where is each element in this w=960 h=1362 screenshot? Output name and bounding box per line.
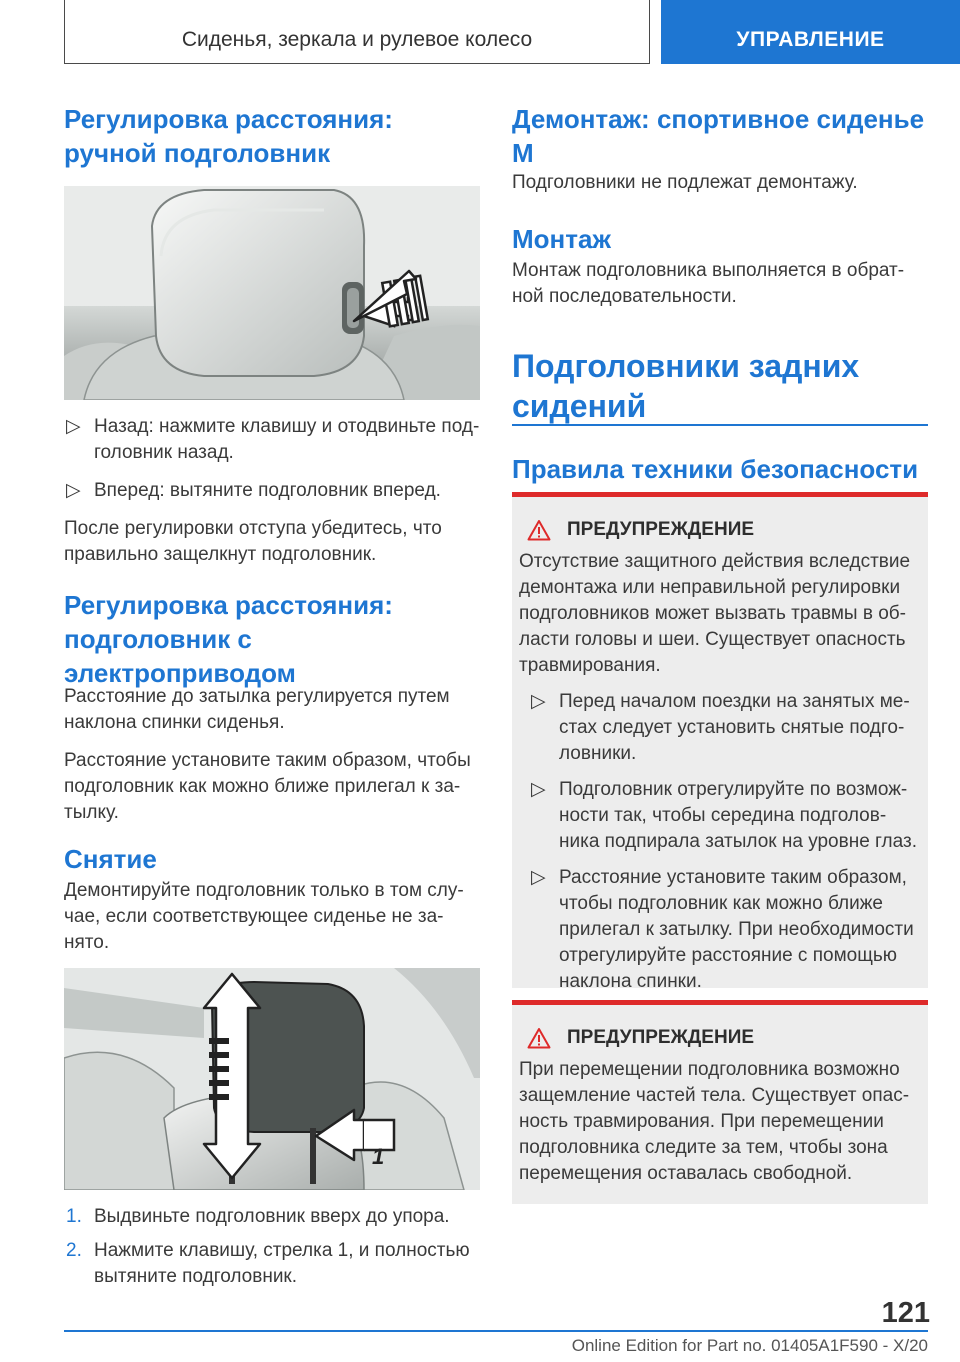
warning-box [512, 1000, 928, 1204]
bullet-text: Назад: нажмите клавишу и отодвиньте подголовник назад. [94, 416, 480, 463]
page-number: 121 [881, 1297, 930, 1329]
warning-text: При перемещении подголовника возможно защемление частей тела. Существует опасность травмирования. При перемещении подголовника следите за тем, чтобы зона перемещения оставалась свободной. [519, 1059, 910, 1184]
warning-triangle-icon [527, 1027, 551, 1049]
warning-box [512, 492, 928, 992]
list-item [64, 1238, 480, 1290]
triangle-right-icon: ▷ [66, 480, 81, 501]
step-text: Выдвиньте подголовник вверх до упора. [94, 1206, 450, 1227]
heading-mount: Монтаж [512, 224, 611, 254]
section-divider [512, 424, 928, 426]
warning-title [519, 519, 918, 541]
bullet-text: Перед началом поездки на занятых местах следует установить снятые подголовники. [559, 691, 910, 764]
header-section-title: Сиденья, зеркала и рулевое колесо [181, 28, 533, 51]
list-item [529, 865, 918, 995]
list-item [529, 777, 918, 855]
warning-title [519, 1027, 918, 1049]
triangle-right-icon: ▷ [531, 867, 546, 888]
electric-paragraph-1: Расстояние до затылка регулируется путем наклона спинки сиденья. [64, 686, 450, 733]
electric-text [64, 684, 480, 826]
triangle-right-icon: ▷ [531, 691, 546, 712]
headrest-illustration [64, 186, 480, 400]
heading-electric-headrest: Регулировка расстояния: подголовник с электроприводом [64, 590, 393, 688]
removal-steps [64, 1204, 480, 1290]
mount-paragraph: Монтаж подголовника выполняется в обратной последовательности. [512, 260, 905, 307]
dismount-paragraph: Подголовники не подлежат демонтажу. [512, 172, 858, 193]
bullet-text: Вперед: вытяните подголовник вперед. [94, 480, 441, 501]
electric-paragraph-2: Расстояние установите таким образом, чтобы подголовник как можно ближе прилегал к затылку. [64, 750, 471, 823]
warning-triangle-icon [527, 519, 551, 541]
triangle-right-icon: ▷ [531, 779, 546, 800]
warning-title-text: ПРЕДУПРЕЖДЕНИЕ [567, 1027, 755, 1048]
chapter-tab-label: УПРАВЛЕНИЕ [736, 28, 885, 51]
list-item [64, 1204, 480, 1230]
heading-manual-headrest: Регулировка расстояния: ручной подголовник [64, 104, 393, 168]
list-item [64, 478, 480, 504]
heading-safety-rules: Правила техники безопасности [512, 454, 919, 484]
chapter-tab [661, 0, 960, 64]
warning-title-text: ПРЕДУПРЕЖДЕНИЕ [567, 519, 755, 540]
manual-note: После регулировки отступа убедитесь, что правильно защелкнут подголовник. [64, 518, 442, 565]
step-text: Нажмите клавишу, стрелка 1, и полностью вытяните подголовник. [94, 1240, 470, 1287]
headrest-removal-figure [64, 968, 480, 1190]
list-item [529, 689, 918, 767]
list-item [64, 414, 480, 466]
footer-edition: Online Edition for Part no. 01405A1F590 - X/20 [571, 1336, 928, 1355]
headrest-removal-illustration [64, 968, 480, 1190]
heading-rear-headrests: Подголовники задних сидений [512, 348, 860, 424]
headrest-figure [64, 186, 480, 400]
heading-dismount-sport-seat: Демонтаж: спортивное сиденье M [512, 104, 925, 168]
step-number: 1. [66, 1206, 82, 1227]
triangle-right-icon: ▷ [66, 416, 81, 437]
footer-divider [64, 1330, 928, 1332]
step-number: 2. [66, 1240, 82, 1261]
manual-bullets [64, 414, 480, 568]
removal-paragraph: Демонтируйте подголовник только в том случае, если соответствующее сиденье не занято. [64, 880, 464, 953]
bullet-text: Подголовник отрегулируйте по возможности так, чтобы середина подголовника подпирала затылок на уровне глаз. [559, 779, 917, 852]
figure-callout-label: 1 [372, 1144, 385, 1169]
bullet-text: Расстояние установите таким образом, чтобы подголовник как можно ближе прилегал к затылку. При необходимости отрегулируйте расстояние с помощью наклона спинки. [559, 867, 914, 992]
heading-removal: Снятие [64, 844, 157, 874]
warning-text: Отсутствие защитного действия вследствие демонтажа или неправильной регулировки подголовников может вызвать травмы в области головы и шеи. Существует опасность травмирования. [519, 551, 911, 676]
